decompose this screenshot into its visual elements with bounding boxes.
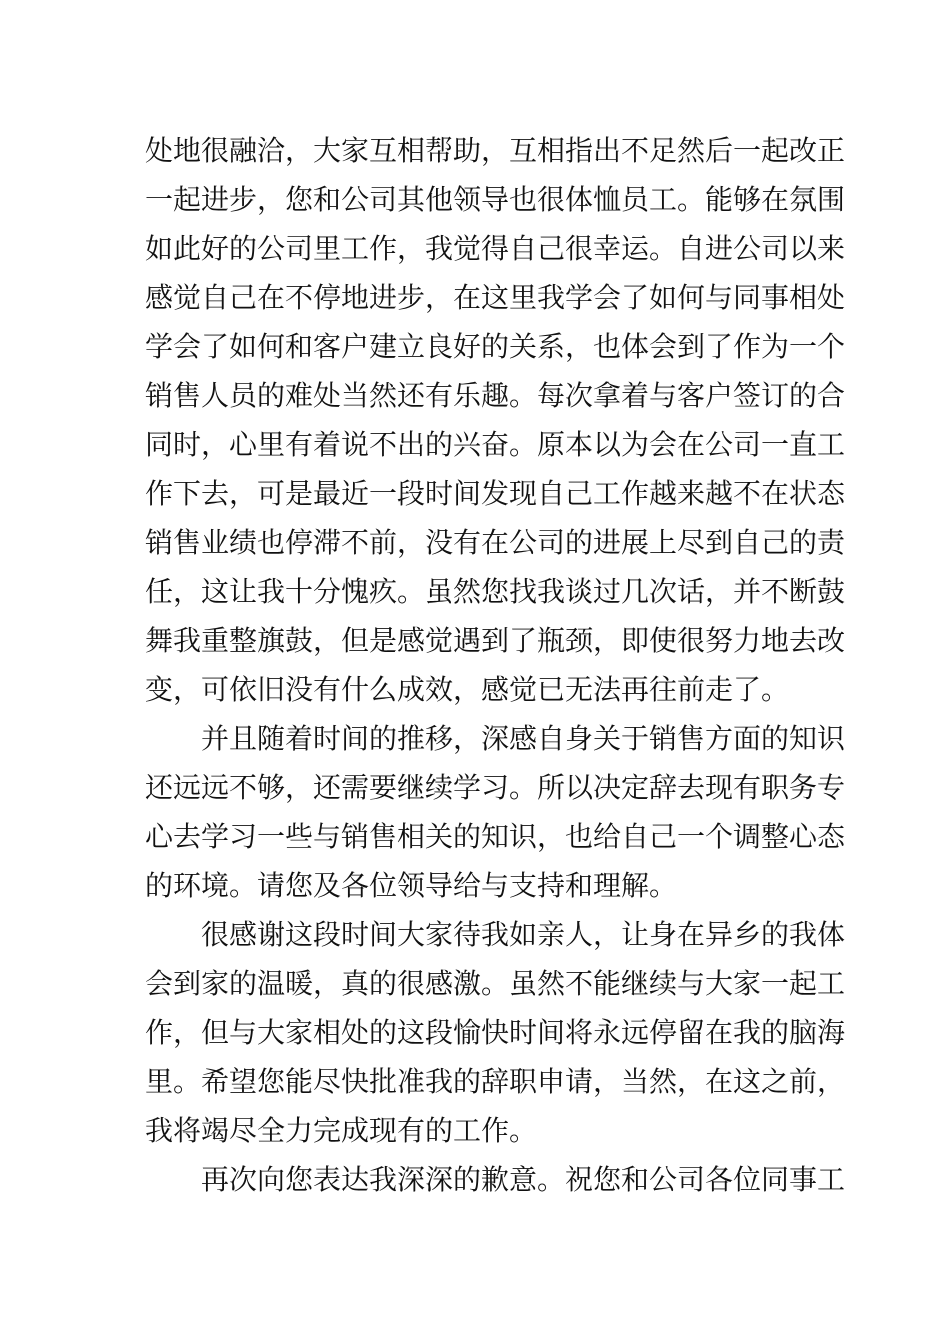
text-line: 会到家的温暖，真的很感激。虽然不能继续与大家一起工 <box>145 967 846 1000</box>
text-line: 学会了如何和客户建立良好的关系，也体会到了作为一个 <box>145 330 846 363</box>
text-line: 作下去，可是最近一段时间发现自己工作越来越不在状态 <box>145 477 846 510</box>
text-line: 里。希望您能尽快批准我的辞职申请，当然，在这之前， <box>145 1065 846 1098</box>
paragraph-first-line: 再次向您表达我深深的歉意。祝您和公司各位同事工 <box>201 1163 846 1196</box>
text-line: 变，可依旧没有什么成效，感觉已无法再往前走了。 <box>145 673 790 706</box>
text-line: 处地很融洽，大家互相帮助，互相指出不足然后一起改正 <box>145 134 846 167</box>
text-line: 还远远不够，还需要继续学习。所以决定辞去现有职务专 <box>145 771 846 804</box>
text-line: 一起进步，您和公司其他领导也很体恤员工。能够在氛围 <box>145 183 846 216</box>
text-line: 任，这让我十分愧疚。虽然您找我谈过几次话，并不断鼓 <box>145 575 846 608</box>
letter-body <box>145 126 846 1204</box>
text-line: 心去学习一些与销售相关的知识，也给自己一个调整心态 <box>145 820 846 853</box>
text-line: 感觉自己在不停地进步，在这里我学会了如何与同事相处 <box>145 281 846 314</box>
paragraph-first-line: 并且随着时间的推移，深感自身关于销售方面的知识 <box>201 722 846 755</box>
paragraph-first-line: 很感谢这段时间大家待我如亲人，让身在异乡的我体 <box>201 918 846 951</box>
text-line: 作，但与大家相处的这段愉快时间将永远停留在我的脑海 <box>145 1016 846 1049</box>
text-line: 我将竭尽全力完成现有的工作。 <box>145 1114 538 1147</box>
text-line: 同时，心里有着说不出的兴奋。原本以为会在公司一直工 <box>145 428 846 461</box>
text-line: 销售业绩也停滞不前，没有在公司的进展上尽到自己的责 <box>145 526 846 559</box>
text-line: 销售人员的难处当然还有乐趣。每次拿着与客户签订的合 <box>145 379 846 412</box>
text-line: 舞我重整旗鼓，但是感觉遇到了瓶颈，即使很努力地去改 <box>145 624 846 657</box>
text-line: 的环境。请您及各位领导给与支持和理解。 <box>145 869 678 902</box>
text-line: 如此好的公司里工作，我觉得自己很幸运。自进公司以来 <box>145 232 846 265</box>
